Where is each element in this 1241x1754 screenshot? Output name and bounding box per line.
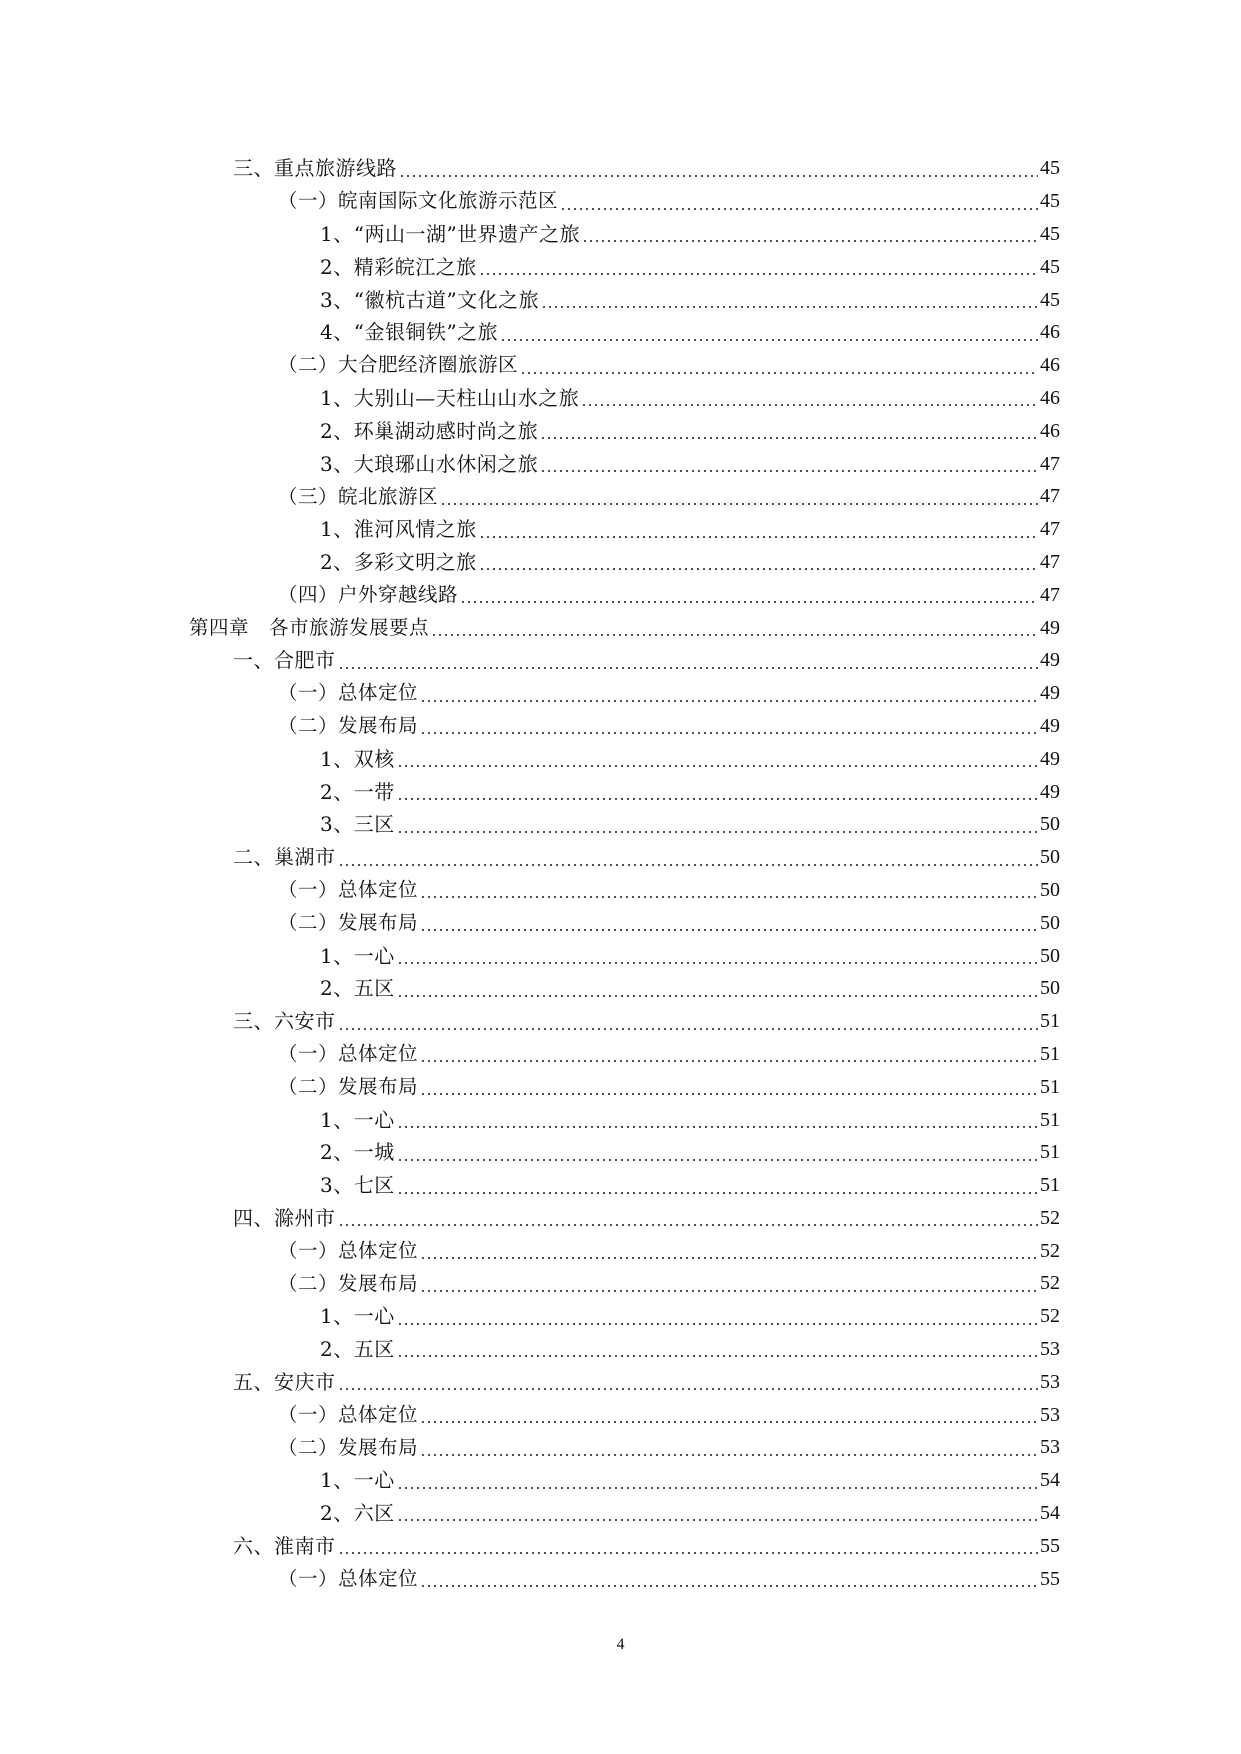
toc-entry-page: 46 [1040, 386, 1060, 409]
toc-entry-label: （四）户外穿越线路 [278, 583, 459, 606]
dot-leader [431, 617, 1038, 637]
dot-leader [399, 158, 1038, 178]
toc-entry-page: 46 [1040, 419, 1060, 442]
dot-leader [582, 223, 1038, 243]
dot-leader [460, 584, 1038, 604]
toc-entry-page: 53 [1040, 1370, 1060, 1393]
toc-entry-label: 2、五区 [320, 1337, 395, 1362]
dot-leader [420, 879, 1038, 899]
dot-leader [420, 1076, 1038, 1096]
toc-entry-label: 1、一心 [320, 1468, 395, 1493]
toc-entry-label: （一）总体定位 [278, 681, 419, 705]
dot-leader [420, 1568, 1038, 1588]
dot-leader [338, 1371, 1039, 1391]
dot-leader [540, 453, 1038, 473]
toc-entry[interactable] [0, 283, 1241, 316]
toc-entry-label: 1、一心 [320, 1304, 395, 1329]
dot-leader [397, 781, 1038, 801]
toc-entry[interactable] [0, 1234, 1241, 1267]
toc-entry-page: 49 [1040, 616, 1060, 639]
toc-entry-page: 50 [1040, 944, 1060, 967]
toc-entry-label: （二）发展布局 [278, 714, 419, 738]
dot-leader [500, 322, 1038, 342]
toc-entry[interactable] [0, 1497, 1241, 1530]
toc-entry-page: 50 [1040, 911, 1060, 934]
toc-entry-page: 53 [1040, 1338, 1060, 1361]
dot-leader [397, 978, 1038, 998]
toc-entry[interactable] [0, 775, 1241, 808]
toc-entry[interactable] [0, 513, 1241, 546]
toc-entry-page: 47 [1040, 452, 1060, 475]
dot-leader [420, 1273, 1038, 1293]
toc-entry-label: 1、一心 [320, 943, 395, 968]
toc-entry-page: 49 [1040, 682, 1060, 705]
dot-leader [420, 683, 1038, 703]
dot-leader [520, 355, 1038, 375]
toc-entry-page: 54 [1040, 1502, 1060, 1525]
toc-entry-page: 52 [1040, 1239, 1060, 1262]
toc-entry[interactable] [0, 480, 1241, 513]
toc-entry-page: 46 [1040, 354, 1060, 377]
toc-entry-page: 51 [1040, 1108, 1060, 1131]
toc-entry[interactable] [0, 218, 1241, 251]
toc-entry-label: 二、巢湖市 [233, 845, 336, 870]
toc-entry-label: 1、“两山一湖”世界遗产之旅 [320, 221, 581, 246]
dot-leader [338, 1535, 1039, 1555]
toc-entry-label: （一）皖南国际文化旅游示范区 [278, 189, 559, 213]
dot-leader [560, 191, 1038, 211]
toc-entry[interactable] [0, 874, 1241, 907]
dot-leader [420, 1404, 1038, 1424]
toc-entry-page: 50 [1040, 846, 1060, 869]
toc-entry-label: 2、一带 [320, 779, 395, 804]
toc-entry-page: 46 [1040, 321, 1060, 344]
toc-entry-label: 1、双核 [320, 746, 395, 771]
toc-entry-page: 51 [1040, 1042, 1060, 1065]
toc-entry-label: 2、精彩皖江之旅 [320, 254, 477, 279]
toc-entry[interactable] [0, 1365, 1241, 1398]
toc-entry[interactable] [0, 1169, 1241, 1202]
toc-entry-label: 2、五区 [320, 976, 395, 1001]
toc-entry-page: 49 [1040, 780, 1060, 803]
dot-leader [397, 1502, 1038, 1522]
toc-entry-label: 3、七区 [320, 1173, 395, 1198]
toc-entry-page: 49 [1040, 747, 1060, 770]
toc-entry-label: （一）总体定位 [278, 1402, 419, 1426]
toc-entry-label: 3、“徽杭古道”文化之旅 [320, 287, 540, 312]
toc-entry-page: 45 [1040, 157, 1060, 180]
toc-entry-page: 45 [1040, 222, 1060, 245]
dot-leader [479, 551, 1038, 571]
toc-entry[interactable] [0, 382, 1241, 415]
toc-entry-label: （二）发展布局 [278, 1074, 419, 1098]
toc-entry[interactable] [0, 841, 1241, 874]
toc-entry[interactable] [0, 677, 1241, 710]
toc-entry[interactable] [0, 1070, 1241, 1103]
toc-entry-label: 1、大别山—天柱山山水之旅 [320, 385, 580, 410]
toc-entry-label: 2、一城 [320, 1140, 395, 1165]
dot-leader [397, 945, 1038, 965]
toc-entry-page: 54 [1040, 1469, 1060, 1492]
toc-entry[interactable] [0, 152, 1241, 185]
dot-leader [479, 256, 1038, 276]
toc-entry-page: 50 [1040, 813, 1060, 836]
toc-entry-label: （一）总体定位 [278, 1566, 419, 1590]
dot-leader [420, 1437, 1038, 1457]
toc-entry-label: 四、滁州市 [233, 1205, 336, 1230]
dot-leader [479, 519, 1038, 539]
dot-leader [581, 387, 1038, 407]
toc-entry-label: （二）发展布局 [278, 910, 419, 934]
toc-entry-page: 53 [1040, 1403, 1060, 1426]
toc-entry[interactable] [0, 185, 1241, 218]
toc-entry-page: 45 [1040, 288, 1060, 311]
toc-entry[interactable] [0, 710, 1241, 743]
dot-leader [541, 289, 1038, 309]
toc-entry[interactable] [0, 316, 1241, 349]
toc-entry-page: 55 [1040, 1567, 1060, 1590]
toc-entry[interactable] [0, 939, 1241, 972]
dot-leader [338, 847, 1039, 867]
toc-entry-label: 第四章 各市旅游发展要点 [189, 615, 430, 639]
toc-entry-label: （二）发展布局 [278, 1435, 419, 1459]
dot-leader [397, 1175, 1038, 1195]
dot-leader [420, 1043, 1038, 1063]
toc-entry[interactable] [0, 1398, 1241, 1431]
dot-leader [540, 420, 1038, 440]
toc-entry-label: （二）大合肥经济圈旅游区 [278, 353, 519, 377]
toc-entry[interactable] [0, 546, 1241, 579]
toc-entry[interactable] [0, 972, 1241, 1005]
toc-entry[interactable] [0, 1431, 1241, 1464]
toc-entry[interactable] [0, 1562, 1241, 1595]
toc-entry[interactable] [0, 808, 1241, 841]
toc-entry-page: 47 [1040, 485, 1060, 508]
toc-entry-label: 3、大琅琊山水休闲之旅 [320, 451, 539, 476]
toc-entry-page: 51 [1040, 1141, 1060, 1164]
toc-entry-page: 45 [1040, 255, 1060, 278]
dot-leader [397, 1338, 1038, 1358]
dot-leader [397, 748, 1038, 768]
toc-entry-page: 51 [1040, 1174, 1060, 1197]
toc-entry[interactable] [0, 349, 1241, 382]
toc-entry-label: 三、六安市 [233, 1009, 336, 1034]
page-number: 4 [616, 1636, 625, 1653]
toc-entry-label: （二）发展布局 [278, 1271, 419, 1295]
toc-entry-page: 47 [1040, 550, 1060, 573]
toc-entry[interactable] [0, 447, 1241, 480]
toc-entry-page: 55 [1040, 1534, 1060, 1557]
toc-entry[interactable] [0, 611, 1241, 644]
toc-entry[interactable] [0, 1038, 1241, 1071]
toc-entry[interactable] [0, 250, 1241, 283]
toc-entry-page: 47 [1040, 518, 1060, 541]
toc-entry-label: （三）皖北旅游区 [278, 484, 439, 508]
dot-leader [397, 1109, 1038, 1129]
toc-entry-label: 一、合肥市 [233, 648, 336, 673]
toc-entry[interactable] [0, 1005, 1241, 1038]
dot-leader [397, 1142, 1038, 1162]
toc-entry-label: 3、三区 [320, 812, 395, 837]
toc-entry-page: 50 [1040, 977, 1060, 1000]
toc-entry-label: 1、淮河风情之旅 [320, 517, 477, 542]
toc-entry-page: 52 [1040, 1206, 1060, 1229]
toc-entry-page: 51 [1040, 1010, 1060, 1033]
toc-entry[interactable] [0, 742, 1241, 775]
toc-entry[interactable] [0, 1464, 1241, 1497]
toc-entry-page: 49 [1040, 649, 1060, 672]
dot-leader [338, 1207, 1039, 1227]
toc-entry-page: 53 [1040, 1436, 1060, 1459]
toc-entry[interactable] [0, 1300, 1241, 1333]
toc-entry-label: 4、“金银铜铁”之旅 [320, 320, 499, 345]
toc-entry[interactable] [0, 1267, 1241, 1300]
toc-entry-page: 50 [1040, 878, 1060, 901]
toc-entry[interactable] [0, 1136, 1241, 1169]
dot-leader [397, 1470, 1038, 1490]
toc-entry[interactable] [0, 414, 1241, 447]
toc-entry-label: （一）总体定位 [278, 1042, 419, 1066]
toc-entry-page: 45 [1040, 190, 1060, 213]
toc-entry[interactable] [0, 1103, 1241, 1136]
dot-leader [420, 715, 1038, 735]
dot-leader [397, 1306, 1038, 1326]
dot-leader [397, 814, 1038, 834]
dot-leader [440, 486, 1038, 506]
toc-entry-page: 47 [1040, 583, 1060, 606]
toc-entry-label: 五、安庆市 [233, 1369, 336, 1394]
toc-entry[interactable] [0, 644, 1241, 677]
dot-leader [420, 912, 1038, 932]
toc-entry-label: 2、多彩文明之旅 [320, 549, 477, 574]
toc-entry-label: 六、淮南市 [233, 1533, 336, 1558]
toc-entry-label: （一）总体定位 [278, 878, 419, 902]
toc-entry-page: 52 [1040, 1305, 1060, 1328]
toc-entry-page: 51 [1040, 1075, 1060, 1098]
toc-entry[interactable] [0, 1333, 1241, 1366]
toc-entry[interactable] [0, 578, 1241, 611]
toc-entry-label: （一）总体定位 [278, 1238, 419, 1262]
dot-leader [338, 650, 1039, 670]
toc-entry-page: 52 [1040, 1272, 1060, 1295]
toc-entry-label: 1、一心 [320, 1107, 395, 1132]
table-of-contents [0, 152, 1241, 1595]
toc-entry[interactable] [0, 1529, 1241, 1562]
toc-entry-label: 2、环巢湖动感时尚之旅 [320, 418, 539, 443]
toc-entry[interactable] [0, 1202, 1241, 1235]
toc-entry-page: 49 [1040, 714, 1060, 737]
dot-leader [420, 1240, 1038, 1260]
toc-entry-label: 2、六区 [320, 1501, 395, 1526]
toc-entry[interactable] [0, 906, 1241, 939]
dot-leader [338, 1011, 1039, 1031]
toc-entry-label: 三、重点旅游线路 [233, 156, 397, 181]
